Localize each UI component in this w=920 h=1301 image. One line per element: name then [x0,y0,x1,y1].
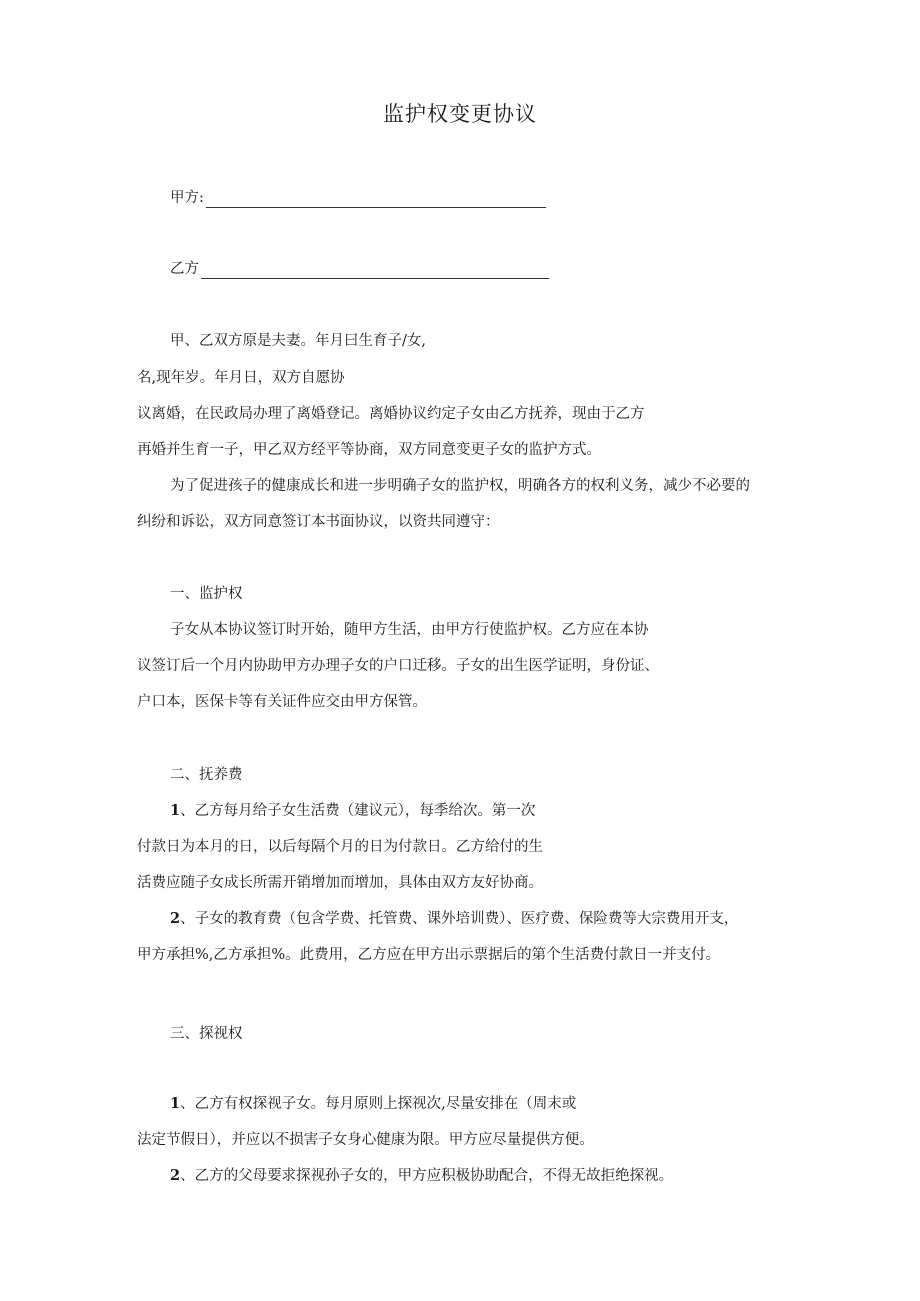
intro-line: 纠纷和诉讼，双方同意签订本书面协议，以资共同遵守： [137,514,500,530]
clause-number: 2 [170,1167,181,1184]
section-2-heading: 二、抚养费 [170,767,243,783]
section-1-line: 议签订后一个月内协助甲方办理子女的户口迁移。子女的出生医学证明，身份证、 [137,658,659,674]
intro-line: 名,现年岁。年月日，双方自愿协 [137,370,345,386]
section-2-line: 甲方承担%,乙方承担%。此费用，乙方应在甲方出示票据后的第个生活费付款日一并支付。 [137,947,721,963]
section-3-para-2 [170,1166,673,1186]
intro-line: 为了促进孩子的健康成长和进一步明确子女的监护权，明确各方的权利义务，减少不必要的 [170,478,750,494]
clause-text: 、乙方每月给子女生活费（建议元），每季给次。第一次 [180,803,536,819]
clause-text: 、乙方的父母要求探视孙子女的，甲方应积极协助配合，不得无故拒绝探视。 [180,1168,674,1184]
section-1-line: 户口本，医保卡等有关证件应交由甲方保管。 [137,694,427,710]
intro-line: 甲、乙双方原是夫妻。年月曰生育子/女, [170,333,426,349]
intro-line: 再婚并生育一子，甲乙双方经平等协商，双方同意变更子女的监护方式。 [137,442,601,458]
section-1-heading: 一、监护权 [170,586,243,602]
party-a-label: 甲方: [170,190,204,206]
clause-text: 、乙方有权探视子女。每月原则上探视次,尽量安排在（周末或 [180,1096,577,1112]
party-b-field [170,259,549,279]
section-2-para-2-first [170,909,738,929]
section-3-line: 法定节假日），并应以不损害子女身心健康为限。甲方应尽量提供方便。 [137,1132,594,1148]
party-b-label: 乙方 [170,261,199,277]
clause-text: 、子女的教育费（包含学费、托管费、课外培训费）、医疗费、保险费等大宗费用开支， [180,911,739,927]
section-2-line: 活费应随子女成长所需开销增加而增加，具体由双方友好协商。 [137,875,543,891]
section-2-para-1-first [170,801,535,821]
clause-number: 1 [170,802,181,819]
section-3-heading: 三、探视权 [170,1026,243,1042]
intro-line: 议离婚，在民政局办理了离婚登记。离婚协议约定子女由乙方抚养，现由于乙方 [137,406,645,422]
section-3-para-1-first [170,1094,576,1114]
party-b-blank [201,262,549,279]
clause-number: 2 [170,910,181,927]
section-1-line: 子女从本协议签订时开始，随甲方生活，由甲方行使监护权。乙方应在本协 [170,622,649,638]
section-2-line: 付款日为本月的日，以后每隔个月的日为付款日。乙方给付的生 [137,839,543,855]
clause-number: 1 [170,1095,181,1112]
party-a-blank [206,191,546,208]
party-a-field [170,188,546,208]
document-title: 监护权变更协议 [383,102,537,126]
